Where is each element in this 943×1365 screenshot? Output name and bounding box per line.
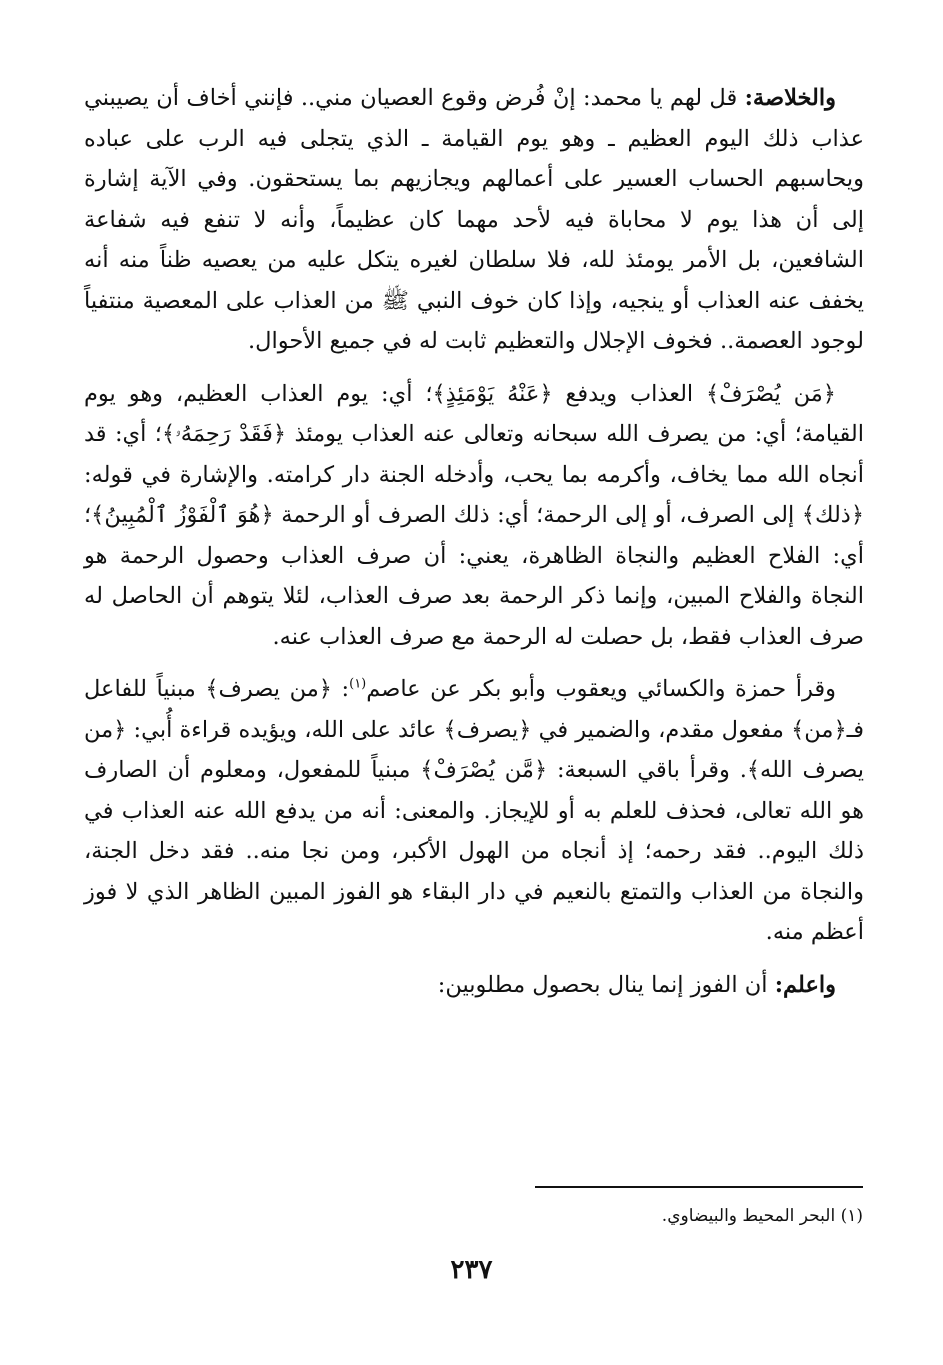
paragraph-lead: والخلاصة:: [744, 85, 836, 111]
paragraph-know: [84, 965, 864, 1006]
footnote: (١) البحر المحيط والبيضاوي.: [661, 1206, 863, 1226]
footnote-marker: (١): [349, 676, 367, 692]
paragraph-text: قل لهم يا محمد: إنْ فُرض وقوع العصيان مني.. فإنني أخاف أن يصيبني عذاب ذلك اليوم العظيم ـ وهو يوم القيامة ـ الذي يتجلى فيه الرب على عباده ويحاسبهم الحساب العسير على أعمالهم ويجازيهم بما يستحقون. وفي الآية إشارة إلى أن هذا يوم لا محاباة فيه لأحد مهما كان عظيماً، وأنه لا تنفع فيه شفاعة الشافعين، بل الأمر يومئذ لله، فلا سلطان لغيره يتكل عليه من يعصيه ظناً منه أنه يخفف عنه العذاب أو ينجيه، وإذا كان خوف النبي ﷺ من العذاب على المعصية منتفياً لوجود العصمة.. فخوف الإجلال والتعظيم ثابت له في جميع الأحوال.: [84, 85, 864, 354]
paragraph-text-before-footnote: وقرأ حمزة والكسائي ويعقوب وأبو بكر عن عاصم: [366, 676, 837, 702]
paragraph-text: : ﴿من يصرف﴾ مبنياً للفاعل فـ﴿من﴾ مفعول مقدم، والضمير في ﴿يصرف﴾ عائد على الله، ويؤيده قراءة أُبي: ﴿من يصرف الله﴾. وقرأ باقي السبعة: ﴿مَّن يُصْرَفْ﴾ مبنياً للمفعول، ومعلوم أن الصارف هو الله تعالى، فحذف للعلم به أو للإيجاز. والمعنى: أنه من يدفع الله عنه العذاب في ذلك اليوم.. فقد رحمه؛ إذ أنجاه من الهول الأكبر، ومن نجا منه.. فقد دخل الجنة، والنجاة من العذاب والتمتع بالنعيم في دار البقاء هو الفوز المبين الظاهر الذي لا فوز أعظم منه.: [84, 676, 864, 945]
footnote-divider: [535, 1186, 863, 1188]
paragraph-readings: [84, 669, 864, 953]
paragraph-lead: واعلم:: [774, 971, 836, 998]
paragraph-verse-explanation: [84, 374, 864, 658]
paragraph-text: ﴿مَن يُصْرَفْ﴾ العذاب ويدفع ﴿عَنْهُ يَوْمَئِذٍ﴾؛ أي: يوم العذاب العظيم، وهو يوم القيامة؛ أي: من يصرف الله سبحانه وتعالى عنه العذاب يومئذ ﴿فَقَدْ رَحِمَهُۥ﴾؛ أي: قد أنجاه الله مما يخاف، وأكرمه بما يحب، وأدخله الجنة دار كرامته. والإشارة في قوله: ﴿ذلك﴾ إلى الصرف، أو إلى الرحمة؛ أي: ذلك الصرف أو الرحمة ﴿هُوَ ٱلْفَوْزُ ٱلْمُبِينُ﴾؛ أي: الفلاح العظيم والنجاة الظاهرة، يعني: أن صرف العذاب وحصول الرحمة هو النجاة والفلاح المبين، وإنما ذكر الرحمة بعد صرف العذاب، لئلا يتوهم أن الحاصل له صرف العذاب فقط، بل حصلت له الرحمة مع صرف العذاب عنه.: [84, 380, 864, 650]
paragraph-text: أن الفوز إنما ينال بحصول مطلوبين:: [437, 971, 775, 998]
page-body: [84, 78, 864, 1017]
paragraph-summary: [84, 78, 864, 362]
page-number: ٢٣٧: [450, 1255, 493, 1285]
